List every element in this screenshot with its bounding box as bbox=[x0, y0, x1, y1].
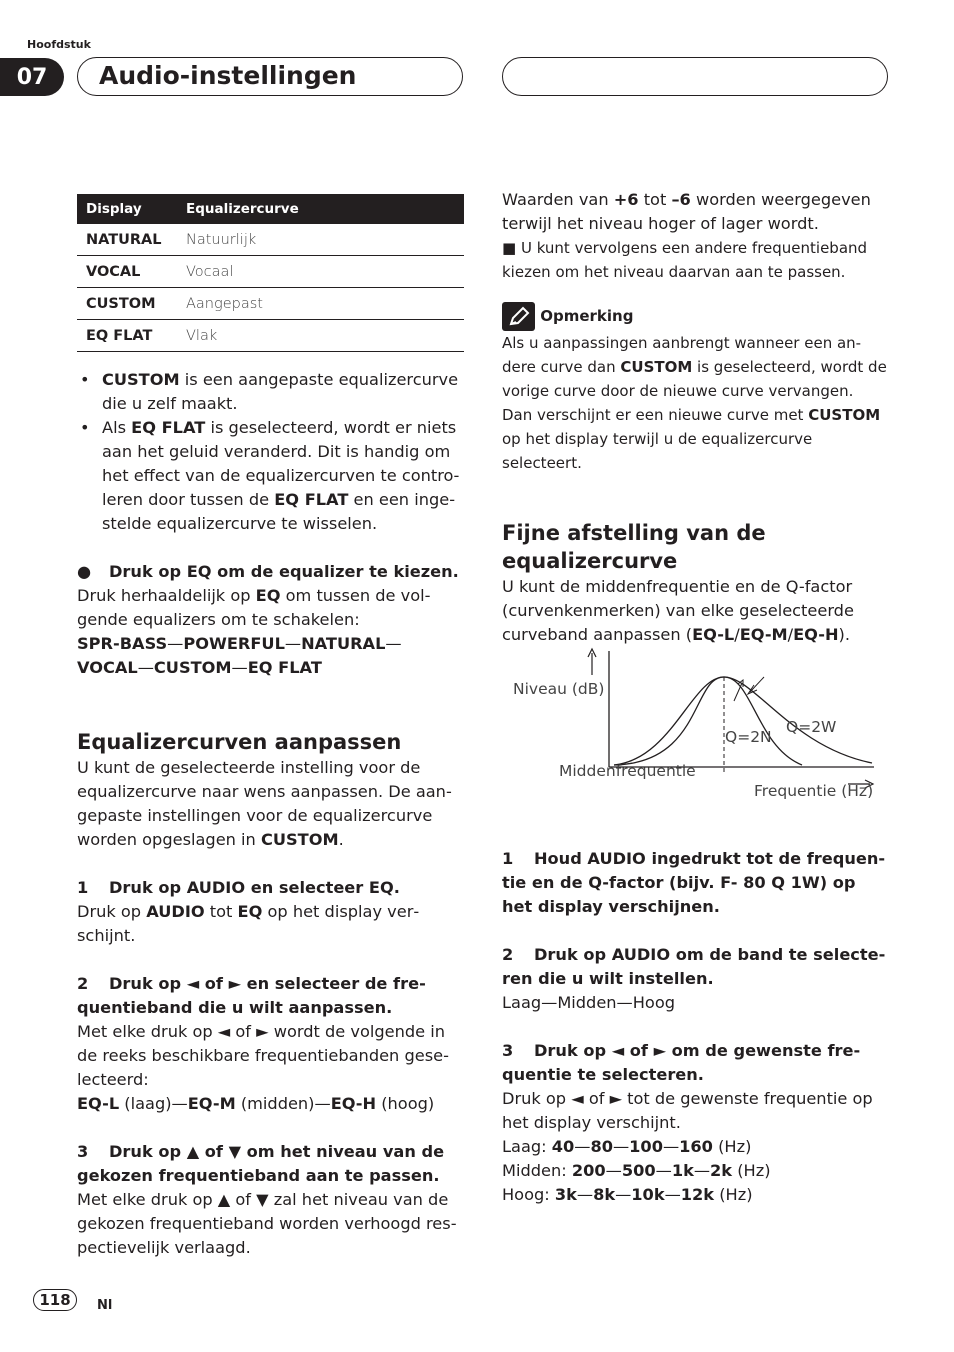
table-row bbox=[77, 224, 464, 256]
right-column bbox=[502, 188, 888, 1207]
q-wide-label: Q=2W bbox=[786, 718, 837, 736]
table-row bbox=[77, 320, 464, 352]
step-body: Met elke druk op ◄ of ► wordt de volgende in de reeks beschikbare frequentiebanden geselecteerd: bbox=[77, 1022, 449, 1089]
note-heading: Opmerking bbox=[502, 302, 888, 331]
table-row bbox=[77, 288, 464, 320]
table-cell: Vlak bbox=[177, 320, 464, 352]
step-heading: 1 Houd AUDIO ingedrukt tot de frequentie en de Q-factor (bijv. F- 80 Q 1W) op het display verschijnen. bbox=[502, 849, 886, 916]
section-intro: U kunt de geselecteerde instelling voor de equalizercurve naar wens aanpassen. De aangepaste instellingen voor de equalizercurve worden opgeslagen in CUSTOM. bbox=[77, 758, 452, 849]
freq-hoog: Hoog: 3k—8k—10k—12k (Hz) bbox=[502, 1185, 753, 1204]
table-cell: CUSTOM bbox=[77, 288, 177, 320]
equalizer-table bbox=[77, 194, 464, 352]
x-axis-label: Frequentie (Hz) bbox=[754, 782, 874, 800]
eq-instruction-body: Druk herhaaldelijk op EQ om tussen de volgende equalizers om te schakelen: bbox=[77, 586, 431, 629]
table-cell: Aangepast bbox=[177, 288, 464, 320]
table-cell: VOCAL bbox=[77, 256, 177, 288]
section-title-fine: Fijne afstelling van de equalizercurve bbox=[502, 521, 766, 573]
curve-graphic bbox=[502, 647, 888, 837]
section-intro-fine: U kunt de middenfrequentie en de Q-factor (curvenkenmerken) van elke geselecteerde curveband aanpassen (EQ-L/EQ-M/EQ-H). bbox=[502, 577, 854, 644]
center-frequency-label: Middenfrequentie bbox=[559, 762, 696, 780]
note-body: Als u aanpassingen aanbrengt wanneer een andere curve dan CUSTOM is geselecteerd, wordt de vorige curve door de nieuwe curve vervangen. Dan verschijnt er een nieuwe curve met CUSTOM op het display terwijl u de equalizercurve selecteert. bbox=[502, 334, 887, 472]
pencil-icon bbox=[502, 302, 535, 331]
step-heading: 1 Druk op AUDIO en selecteer EQ. bbox=[77, 878, 400, 897]
section-title: Equalizercurven aanpassen bbox=[77, 730, 402, 754]
step-body: Met elke druk op ▲ of ▼ zal het niveau van de gekozen frequentieband worden verhoogd respectievelijk verlaagd. bbox=[77, 1190, 457, 1257]
freq-midden: Midden: 200—500—1k—2k (Hz) bbox=[502, 1161, 771, 1180]
table-header: Equalizercurve bbox=[177, 194, 464, 224]
step-body: Druk op AUDIO tot EQ op het display verschijnt. bbox=[77, 902, 420, 945]
step-heading: 3 Druk op ◄ of ► om de gewenste frequentie te selecteren. bbox=[502, 1041, 861, 1084]
table-cell: NATURAL bbox=[77, 224, 177, 256]
page-number: 118 bbox=[33, 1289, 77, 1311]
page-title: Audio-instellingen bbox=[99, 61, 357, 90]
q-factor-diagram bbox=[502, 647, 888, 837]
table-cell: Natuurlijk bbox=[177, 224, 464, 256]
values-text: Waarden van +6 tot –6 worden weergegeven terwijl het niveau hoger of lager wordt. bbox=[502, 190, 871, 233]
table-header: Display bbox=[77, 194, 177, 224]
step-heading: 2 Druk op AUDIO om de band te selecteren die u wilt instellen. bbox=[502, 945, 886, 988]
title-frame-right bbox=[502, 57, 888, 96]
table-row bbox=[77, 256, 464, 288]
chapter-number: 07 bbox=[0, 58, 64, 96]
q-narrow-label: Q=2N bbox=[725, 728, 772, 746]
table-cell: Vocaal bbox=[177, 256, 464, 288]
step-body: Laag—Midden—Hoog bbox=[502, 993, 675, 1012]
y-axis-label: Niveau (dB) bbox=[513, 680, 605, 698]
step-heading: 2 Druk op ◄ of ► en selecteer de frequentieband die u wilt aanpassen. bbox=[77, 974, 426, 1017]
step-heading: 3 Druk op ▲ of ▼ om het niveau van de gekozen frequentieband aan te passen. bbox=[77, 1142, 445, 1185]
left-column bbox=[77, 194, 467, 1260]
step-body: Druk op ◄ of ► tot de gewenste frequentie op het display verschijnt. bbox=[502, 1089, 873, 1132]
band-list: EQ-L (laag)—EQ-M (midden)—EQ-H (hoog) bbox=[77, 1094, 435, 1113]
eq-instruction-heading: ● Druk op EQ om de equalizer te kiezen. bbox=[77, 562, 459, 581]
table-header-row bbox=[77, 194, 464, 224]
bullet-custom: • CUSTOM is een aangepaste equalizercurve die u zelf maakt. bbox=[77, 368, 467, 416]
freq-laag: Laag: 40—80—100—160 (Hz) bbox=[502, 1137, 752, 1156]
eq-sequence: SPR-BASS—POWERFUL—NATURAL— VOCAL—CUSTOM—EQ FLAT bbox=[77, 634, 402, 677]
table-cell: EQ FLAT bbox=[77, 320, 177, 352]
language-code: Nl bbox=[97, 1298, 113, 1313]
values-note: ■ U kunt vervolgens een andere frequentieband kiezen om het niveau daarvan aan te passen. bbox=[502, 239, 868, 281]
bullet-eqflat: • Als EQ FLAT is geselecteerd, wordt er niets aan het geluid veranderd. Dit is handig om het effect van de equalizercurven te controleren door tussen de EQ FLAT en een ingestelde equalizercurve te wisselen. bbox=[77, 416, 467, 536]
chapter-label: Hoofdstuk bbox=[27, 38, 91, 51]
